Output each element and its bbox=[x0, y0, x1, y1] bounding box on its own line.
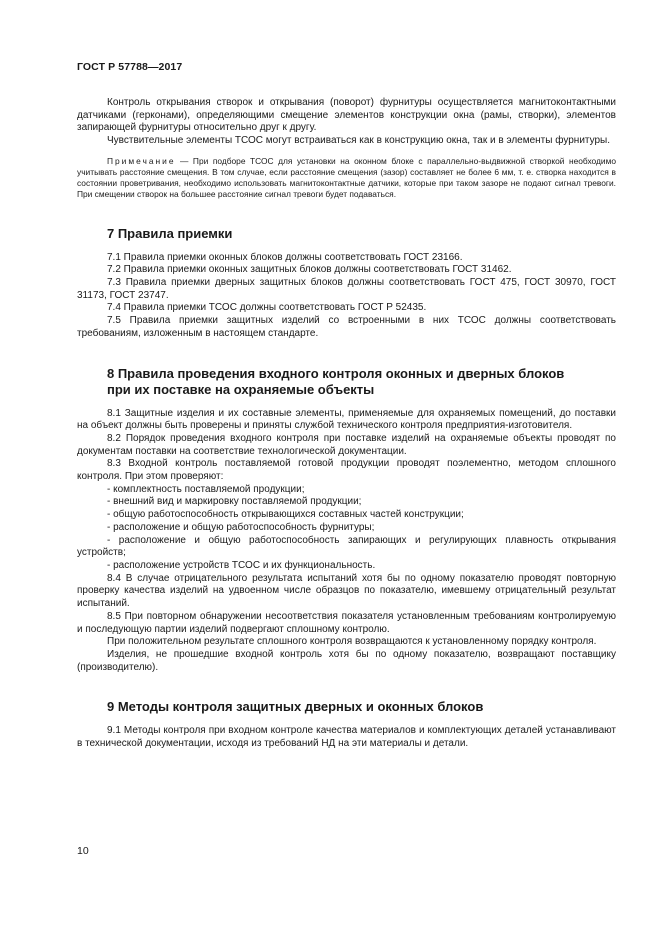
document-header: ГОСТ Р 57788—2017 bbox=[77, 61, 183, 73]
paragraph-7-2: 7.2 Правила приемки оконных защитных блоков должны соответствовать ГОСТ 31462. bbox=[107, 264, 512, 276]
paragraph-8-6: При положительном результате сплошного контроля возвращаются к установленному порядку контроля. bbox=[107, 636, 597, 648]
paragraph-8-1: 8.1 Защитные изделия и их составные элементы, применяемые для охраняемых помещений, до поставки на объект должны быть проверены и приняты службой технического контроля предприятия-изготовителя. bbox=[77, 407, 616, 432]
section-7-title: 7 Правила приемки bbox=[107, 225, 233, 241]
list-item: - расположение устройств ТСОС и их функциональность. bbox=[107, 559, 376, 571]
paragraph-8-7: Изделия, не прошедшие входной контроль хотя бы по одному показателю, возвращают поставщику (производителю). bbox=[77, 648, 616, 673]
list-item: - комплектность поставляемой продукции; bbox=[107, 483, 305, 495]
paragraph-7-4: 7.4 Правила приемки ТСОС должны соответствовать ГОСТ Р 52435. bbox=[107, 302, 427, 314]
paragraph-7-5: 7.5 Правила приемки защитных изделий со встроенными в них ТСОС должны соответствовать требованиям, изложенным в настоящем стандарте. bbox=[77, 315, 616, 339]
note-label: Примечание bbox=[107, 155, 176, 166]
paragraph-9-1: 9.1 Методы контроля при входном контроле качества материалов и комплектующих деталей устанавливают в технической документации, исходя из требований НД на эти материалы и детали. bbox=[77, 725, 616, 750]
section-8-title bbox=[77, 366, 616, 398]
page-content bbox=[77, 97, 616, 751]
section-8-title-line-1: 8 Правила проведения входного контроля оконных и дверных блоков bbox=[107, 365, 565, 381]
section-8-title-line-2: при их поставке на охраняемые объекты bbox=[107, 381, 375, 397]
list-item: - общую работоспособность открывающихся составных частей конструкции; bbox=[107, 509, 464, 521]
paragraph-8-5: 8.5 При повторном обнаружении несоответствия показателя установленным требованиям контролируемую и последующую партии изделий подвергают сплошному контролю. bbox=[77, 610, 616, 635]
paragraph-8-4: 8.4 В случае отрицательного результата испытаний хотя бы по одному показателю проводят повторную проверку качества изделий на удвоенном числе образцов по показателю, имевшему отрицательный результат испытаний. bbox=[77, 572, 616, 610]
paragraph-7-3: 7.3 Правила приемки дверных защитных блоков должны соответствовать ГОСТ 475, ГОСТ 30970, ГОСТ 31173, ГОСТ 23747. bbox=[77, 277, 616, 301]
list-item: - внешний вид и маркировку поставляемой продукции; bbox=[107, 496, 362, 508]
paragraph-8-2: 8.2 Порядок проведения входного контроля при поставке изделий на охраняемые объекты проводят по документам поставки на соответствие технологической документации. bbox=[77, 432, 616, 457]
intro-paragraph-2: Чувствительные элементы ТСОС могут встраиваться как в конструкцию окна, так и в элементы фурнитуры. bbox=[107, 135, 611, 147]
paragraph-7-1: 7.1 Правила приемки оконных блоков должны соответствовать ГОСТ 23166. bbox=[107, 251, 463, 263]
list-item: - расположение и общую работоспособность запирающих и регулирующих плавность открывания устройств; bbox=[77, 534, 616, 559]
note-text: — При подборе ТСОС для установки на оконном блоке с параллельно-выдвижной створкой необходимо учитывать расстояние смещения. В том случае, если расстояние смещения (зазор) составляет не более 6 мм, т. е. створка находится в состоянии проветривания, необходимо использовать магнитоконтактные датчики, которые при таком зазоре не подают сигнал тревоги. При смещении створок на большее расстояние сигнал тревоги будет подаваться. bbox=[77, 155, 616, 200]
note-paragraph bbox=[77, 156, 616, 201]
intro-paragraph-1: Контроль открывания створок и открывания (поворот) фурнитуры осуществляется магнитоконтактными датчиками (герконами), определяющими смещение элементов конструкции окна (рамы, створки), элементов запирающей фурнитуры относительно друг к другу. bbox=[77, 97, 616, 134]
list-item: - расположение и общую работоспособность фурнитуры; bbox=[107, 521, 375, 533]
page-number: 10 bbox=[77, 845, 89, 857]
section-9-title: 9 Методы контроля защитных дверных и оконных блоков bbox=[107, 699, 484, 715]
paragraph-8-3: 8.3 Входной контроль поставляемой готовой продукции проводят поэлементно, методом сплошного контроля. При этом проверяют: bbox=[77, 458, 616, 483]
